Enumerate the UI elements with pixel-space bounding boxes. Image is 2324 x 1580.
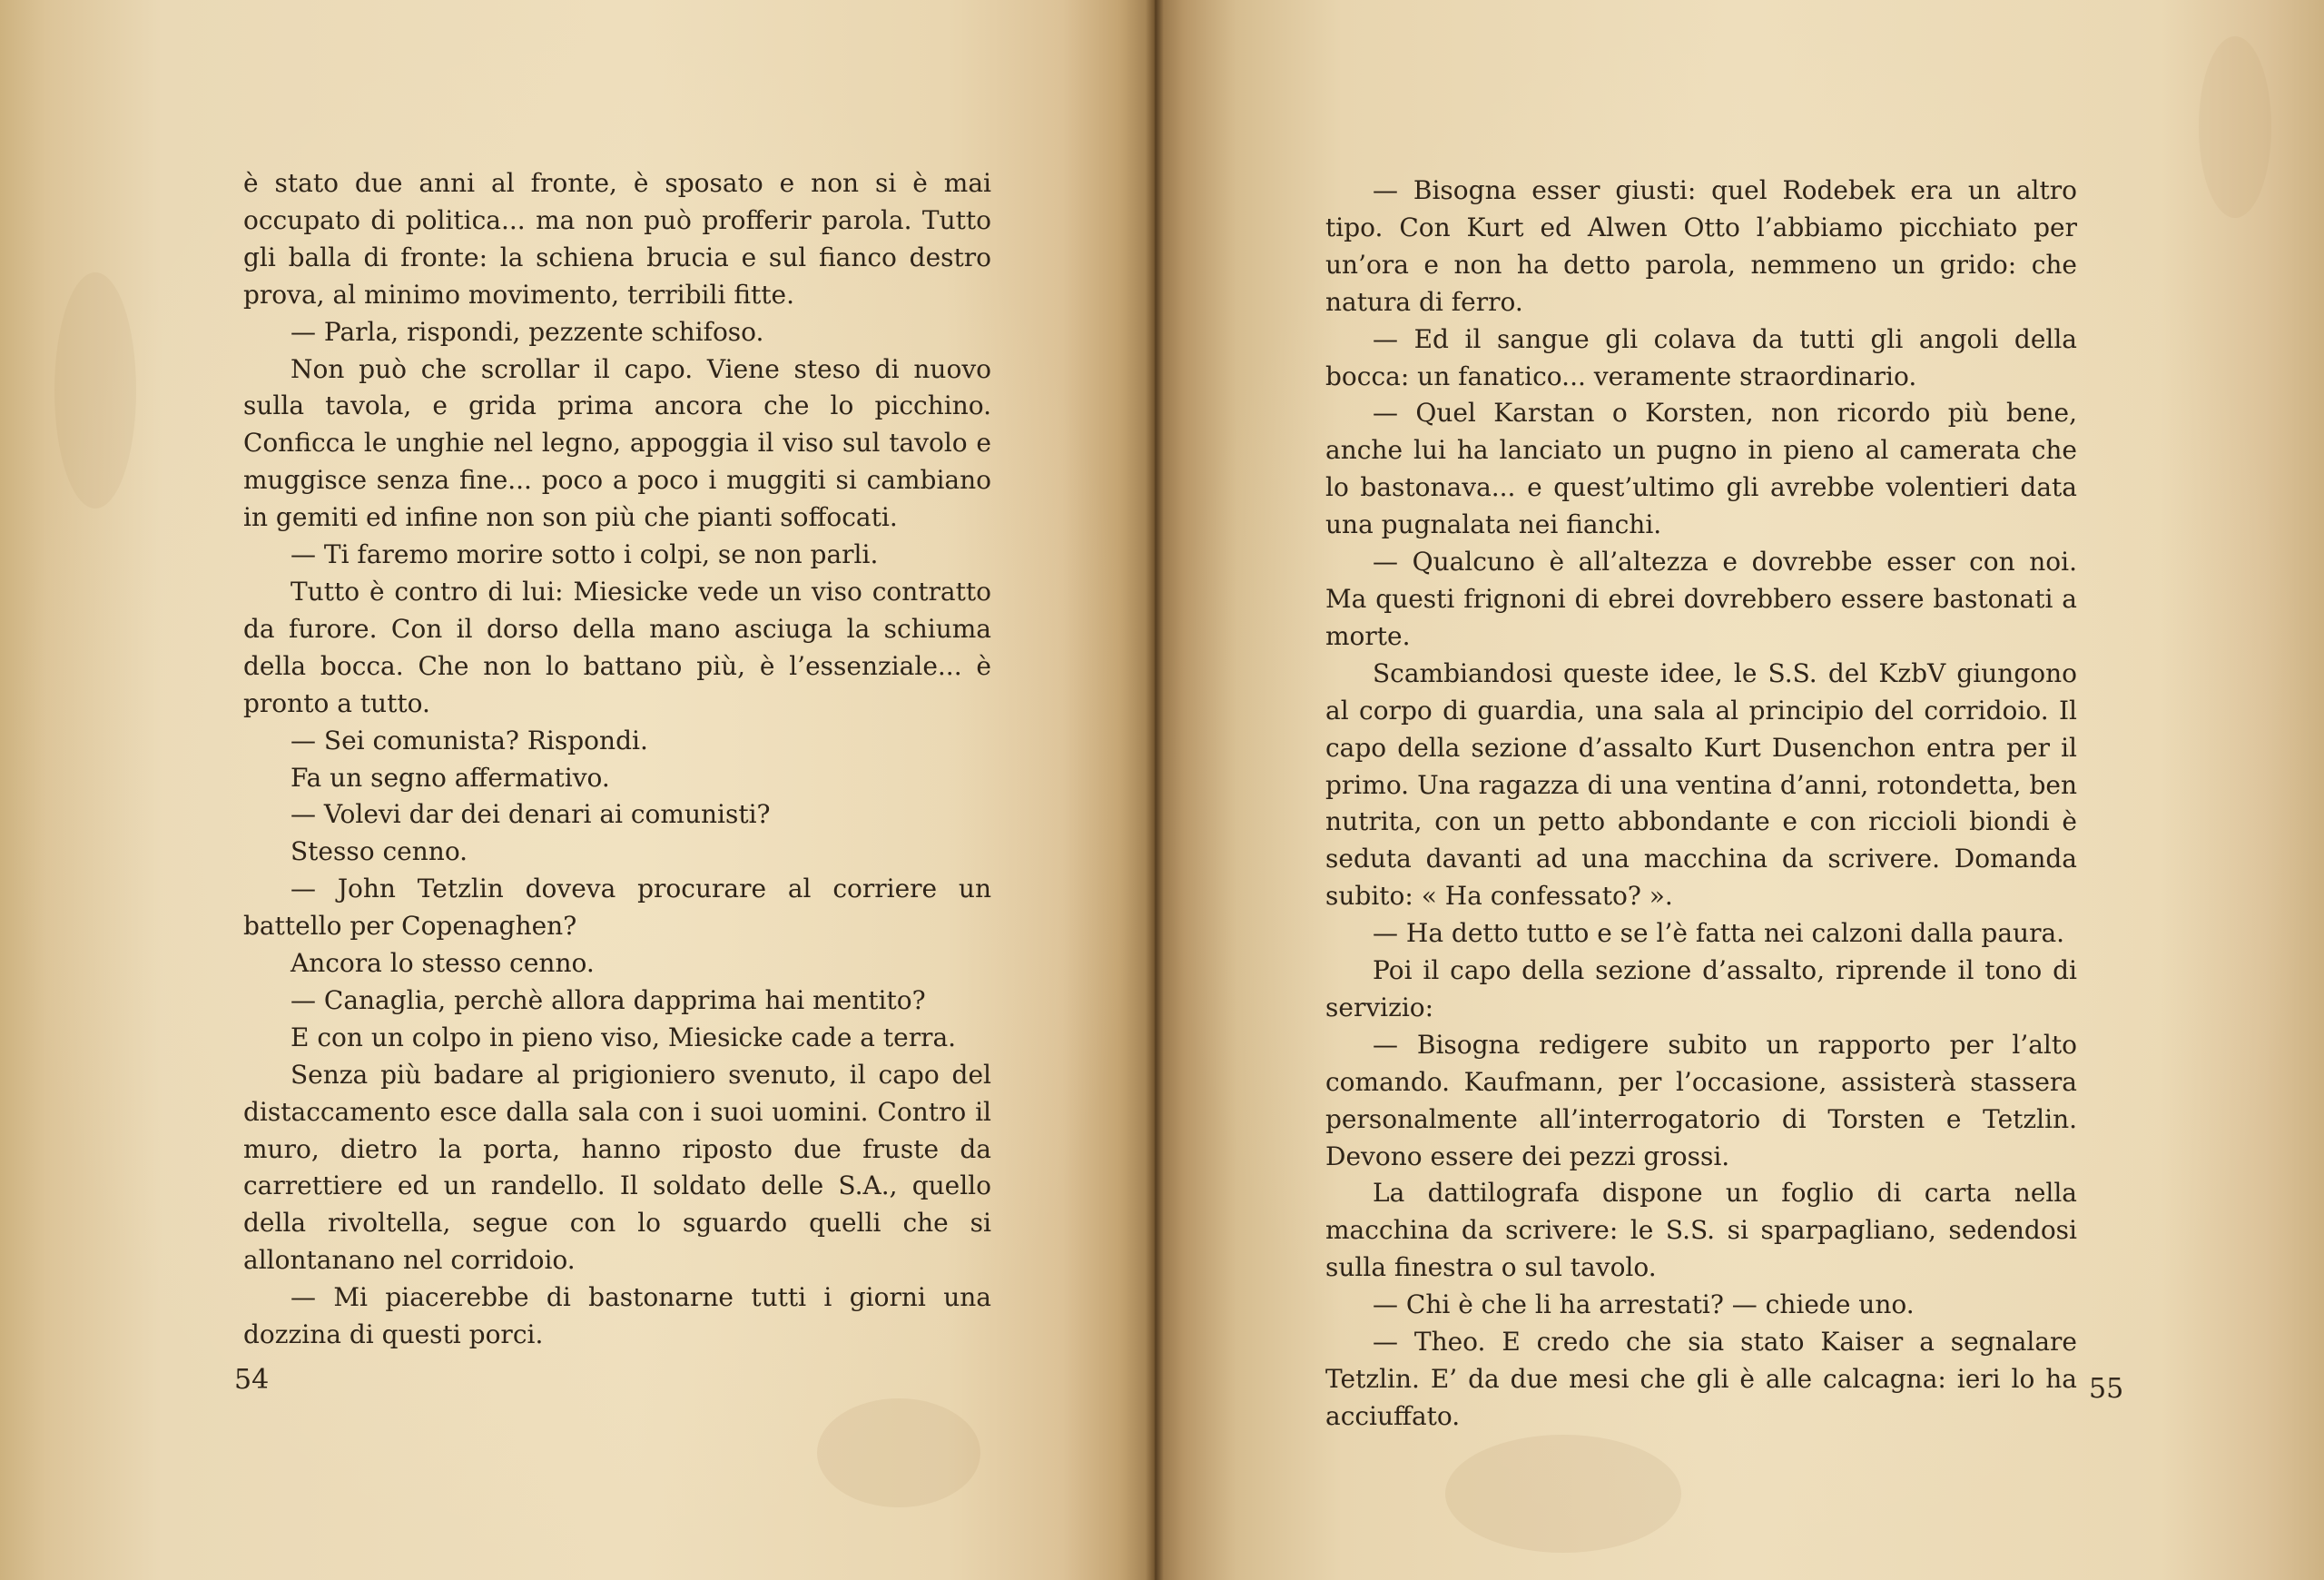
right-page bbox=[1155, 0, 2324, 1580]
left-page bbox=[0, 0, 1155, 1580]
paragraph: Stesso cenno. bbox=[290, 836, 468, 867]
paragraph: Non può che scrollar il capo. Viene steso di nuovo sulla tavola, e grida prima ancora che lo picchino. Conficca le unghie nel legno, appoggia il viso sul tavolo e muggisce senza fine... poco a poco i muggiti si cambiano in gemiti ed infine non son più che pianti soffocati. bbox=[243, 353, 991, 533]
paragraph: Fa un segno affermativo. bbox=[290, 762, 610, 793]
paragraph: è stato due anni al fronte, è sposato e non si è mai occupato di politica... ma non può profferir parola. Tutto gli balla di fronte: la schiena brucia e sul fianco destro prova, al minimo movimento, terribili fitte. bbox=[243, 168, 991, 310]
paragraph: — Ha detto tutto e se l’è fatta nei calzoni dalla paura. bbox=[1373, 918, 2065, 949]
paper-stain bbox=[2199, 36, 2271, 218]
paper-stain bbox=[54, 272, 136, 509]
paragraph: — Sei comunista? Rispondi. bbox=[290, 725, 648, 755]
paragraph: — Volevi dar dei denari ai comunisti? bbox=[290, 799, 771, 830]
paragraph: — Theo. E credo che sia stato Kaiser a segnalare Tetzlin. E’ da due mesi che gli è alle calcagna: ieri lo ha acciuffato. bbox=[1325, 1327, 2077, 1431]
paragraph: — Parla, rispondi, pezzente schifoso. bbox=[290, 316, 764, 347]
paragraph: — Bisogna redigere subito un rapporto per l’alto comando. Kaufmann, per l’occasione, assisterà stassera personalmente all’interrogatorio di Torsten e Tetzlin. Devono essere dei pezzi grossi. bbox=[1325, 1029, 2077, 1171]
paragraph: — Quel Karstan o Korsten, non ricordo più bene, anche lui ha lanciato un pugno in pieno al camerata che lo bastonava... e quest’ultimo gli avrebbe volentieri data una pugnalata nei fianchi. bbox=[1325, 398, 2077, 540]
paragraph: — Qualcuno è all’altezza e dovrebbe esser con noi. Ma questi frignoni di ebrei dovrebbero essere bastonati a morte. bbox=[1325, 547, 2077, 651]
paragraph: Tutto è contro di lui: Miesicke vede un viso contratto da furore. Con il dorso della mano asciuga la schiuma della bocca. Che non lo battano più, è l’essenziale... è pronto a tutto. bbox=[243, 576, 991, 718]
paragraph: — Bisogna esser giusti: quel Rodebek era un altro tipo. Con Kurt ed Alwen Otto l’abbiamo picchiato per un’ora e non ha detto parola, nemmeno un grido: che natura di ferro. bbox=[1325, 175, 2077, 317]
paragraph: La dattilografa dispone un foglio di carta nella macchina da scrivere: le S.S. si sparpagliano, sedendosi sulla finestra o sul tavolo. bbox=[1325, 1178, 2077, 1283]
paper-stain bbox=[817, 1398, 980, 1507]
paragraph: — Ed il sangue gli colava da tutti gli angoli della bocca: un fanatico... veramente straordinario. bbox=[1325, 323, 2077, 391]
paragraph: — Mi piacerebbe di bastonarne tutti i giorni una dozzina di questi porci. bbox=[243, 1282, 991, 1350]
paragraph: Senza più badare al prigioniero svenuto, il capo del distaccamento esce dalla sala con i suoi uomini. Contro il muro, dietro la porta, hanno riposto due fruste da carrettiere ed un randello. Il soldato delle S.A., quello della rivoltella, segue con lo sguardo quelli che si allontanano nel corridoio. bbox=[243, 1059, 991, 1276]
paragraph: Scambiandosi queste idee, le S.S. del KzbV giungono al corpo di guardia, una sala al principio del corridoio. Il capo della sezione d’assalto Kurt Dusenchon entra per il primo. Una ragazza di una ventina d’anni, rotondetta, ben nutrita, con un petto abbondante e con riccioli biondi è seduta davanti ad una macchina da scrivere. Domanda subito: « Ha confessato? ». bbox=[1325, 657, 2077, 912]
left-page-body bbox=[243, 165, 991, 1354]
paragraph: — Chi è che li ha arrestati? — chiede uno. bbox=[1373, 1289, 1915, 1320]
page-number: 55 bbox=[2089, 1373, 2124, 1405]
paper-stain bbox=[1445, 1435, 1681, 1553]
right-page-body bbox=[1325, 173, 2077, 1436]
paragraph: Ancora lo stesso cenno. bbox=[290, 948, 595, 979]
book-gutter bbox=[1146, 0, 1164, 1580]
paragraph: — Canaglia, perchè allora dapprima hai mentito? bbox=[290, 984, 926, 1015]
page-number: 54 bbox=[234, 1364, 270, 1396]
paragraph: — John Tetzlin doveva procurare al corriere un battello per Copenaghen? bbox=[243, 874, 991, 942]
paragraph: E con un colpo in pieno viso, Miesicke cade a terra. bbox=[290, 1022, 957, 1052]
paragraph: Poi il capo della sezione d’assalto, riprende il tono di servizio: bbox=[1325, 955, 2077, 1022]
paragraph: — Ti faremo morire sotto i colpi, se non parli. bbox=[290, 539, 879, 570]
